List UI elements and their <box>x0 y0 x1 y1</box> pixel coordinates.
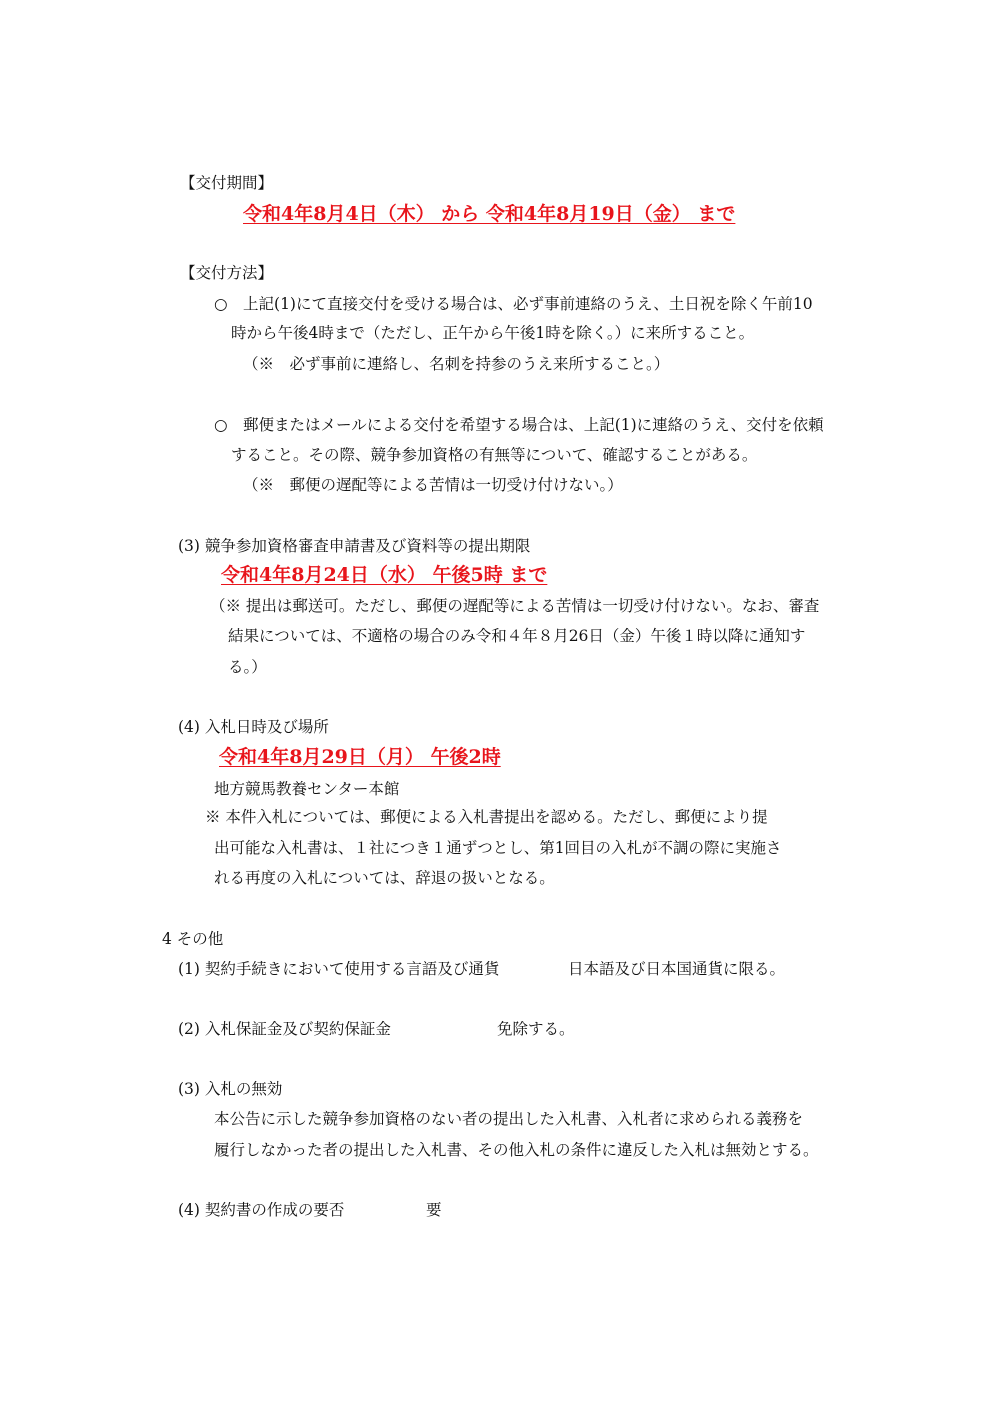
other-item4-value: 要 <box>426 1201 442 1219</box>
section3-deadline: 令和4年8月24日（水） 午後5時 まで <box>221 564 548 586</box>
section3-title: (3) 競争参加資格審査申請書及び資料等の提出期限 <box>178 537 531 555</box>
other-section-title: 4 その他 <box>162 930 224 948</box>
section3-note-line1: （※ 提出は郵送可。ただし、郵便の遅配等による苦情は一切受け付けない。なお、審査 <box>210 597 820 615</box>
delivery-method-heading: 【交付方法】 <box>180 264 274 282</box>
delivery-method-item1-note: （※ 必ず事前に連絡し、名刺を持参のうえ来所すること。） <box>243 355 670 373</box>
section3-note-line3: る。） <box>228 658 267 676</box>
other-item2-label: (2) 入札保証金及び契約保証金 <box>178 1020 391 1038</box>
section4-note-line1: ※ 本件入札については、郵便による入札書提出を認める。ただし、郵便により提 <box>205 808 768 826</box>
other-item3-label: (3) 入札の無効 <box>178 1080 283 1098</box>
delivery-method-item2-note: （※ 郵便の遅配等による苦情は一切受け付けない。） <box>243 476 623 494</box>
section4-datetime: 令和4年8月29日（月） 午後2時 <box>219 746 501 768</box>
other-item3-line1: 本公告に示した競争参加資格のない者の提出した入札書、入札者に求められる義務を <box>214 1110 804 1128</box>
section4-note-line3: れる再度の入札については、辞退の扱いとなる。 <box>214 869 555 887</box>
delivery-method-item1-line1: ○ 上記(1)にて直接交付を受ける場合は、必ず事前連絡のうえ、土日祝を除く午前10 <box>214 295 813 313</box>
other-item1-label: (1) 契約手続きにおいて使用する言語及び通貨 <box>178 960 500 978</box>
section3-note-line2: 結果については、不適格の場合のみ令和４年８月26日（金）午後１時以降に通知す <box>228 627 806 645</box>
delivery-method-item2-line2: すること。その際、競争参加資格の有無等について、確認することがある。 <box>231 446 758 464</box>
delivery-method-item2-line1: ○ 郵便またはメールによる交付を希望する場合は、上記(1)に連絡のうえ、交付を依頼 <box>214 416 824 434</box>
other-item1-value: 日本語及び日本国通貨に限る。 <box>568 960 786 978</box>
other-item4-label: (4) 契約書の作成の要否 <box>178 1201 345 1219</box>
delivery-method-item1-line2: 時から午後4時まで（ただし、正午から午後1時を除く。）に来所すること。 <box>231 324 755 342</box>
delivery-period-heading: 【交付期間】 <box>180 174 274 192</box>
section4-note-line2: 出可能な入札書は、１社につき１通ずつとし、第1回目の入札が不調の際に実施さ <box>214 839 782 857</box>
section4-title: (4) 入札日時及び場所 <box>178 718 329 736</box>
delivery-period-dates: 令和4年8月4日（木） から 令和4年8月19日（金） まで <box>243 203 736 225</box>
other-item3-line2: 履行しなかった者の提出した入札書、その他入札の条件に違反した入札は無効とする。 <box>214 1141 819 1159</box>
section4-place: 地方競馬教養センター本館 <box>214 780 400 798</box>
other-item2-value: 免除する。 <box>497 1020 575 1038</box>
